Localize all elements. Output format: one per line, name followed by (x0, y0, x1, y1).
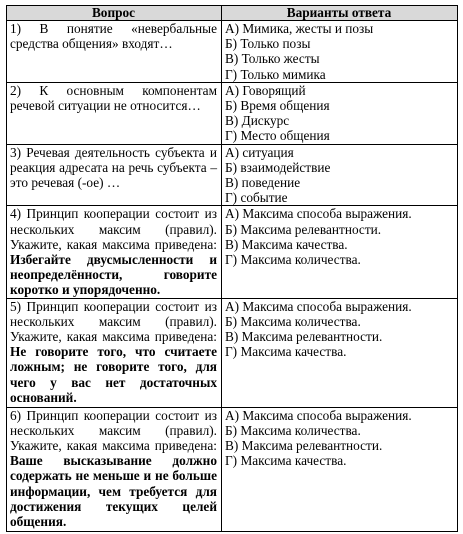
answer-option: А) Мимика, жесты и позы (225, 21, 374, 36)
answer-option: Б) Максима количества. (225, 313, 361, 329)
question-text: 3) Речевая деятельность субъекта и реакция адресата на речь субъекта – это речевая (-ое) … (10, 144, 217, 191)
question-cell (7, 21, 222, 83)
answers-cell (222, 144, 458, 206)
answer-option: Г) Максима количества. (225, 252, 361, 268)
quiz-table (6, 5, 458, 532)
answer-option: Г) Только мимика (225, 66, 326, 82)
question-text: 6) Принцип кооперации состоит из нескольких максим (правил). Укажите, какая максима приведена: (10, 407, 217, 454)
maxim-text: Не говорите того, что считаете ложным; не говорите того, для чего у вас нет достаточных оснований. (10, 344, 217, 405)
answers-cell (222, 206, 458, 298)
answer-option: Г) Максима качества. (225, 344, 347, 360)
question-row-3 (7, 144, 458, 206)
answer-option: В) Максима релевантности. (225, 438, 383, 454)
question-cell (7, 144, 222, 206)
question-row-2 (7, 82, 458, 144)
question-text: 4) Принцип кооперации состоит из нескольких максим (правил). Укажите, какая максима приведена: (10, 206, 217, 252)
question-cell (7, 206, 222, 298)
answers-cell (222, 298, 458, 407)
header-answers: Варианты ответа (222, 6, 458, 21)
question-row-5 (7, 298, 458, 407)
answer-option: В) Только жесты (225, 51, 320, 67)
answer-option: Б) Максима релевантности. (225, 221, 382, 237)
question-row-4 (7, 206, 458, 298)
question-text: 5) Принцип кооперации состоит из нескольких максим (правил). Укажите, какая максима приведена: (10, 298, 217, 345)
answers-cell (222, 407, 458, 531)
answer-option: А) Максима способа выражения. (225, 407, 412, 423)
answer-option: А) Максима способа выражения. (225, 298, 412, 314)
header-question: Вопрос (7, 6, 222, 21)
answer-option: А) Говорящий (225, 82, 306, 98)
header-row (7, 6, 458, 21)
answer-option: Б) Время общения (225, 98, 330, 114)
answer-option: Б) Максима количества. (225, 422, 361, 438)
question-row-1 (7, 21, 458, 83)
question-text: 2) К основным компонентам речевой ситуации не относится… (10, 82, 217, 114)
question-cell (7, 298, 222, 407)
question-text: 1) В понятие «невербальные средства общения» входят… (10, 21, 217, 52)
answer-option: Г) Максима качества. (225, 453, 347, 469)
answer-option: А) ситуация (225, 144, 294, 160)
answer-option: В) поведение (225, 175, 301, 191)
answer-option: В) Дискурс (225, 113, 290, 129)
question-cell (7, 407, 222, 531)
answer-option: А) Максима способа выражения. (225, 206, 412, 222)
maxim-text: Избегайте двусмысленности и неопределённости, говорите коротко и упорядоченно. (10, 252, 217, 298)
answer-option: Г) событие (225, 190, 288, 206)
answer-option: Б) Только позы (225, 36, 311, 52)
question-cell (7, 82, 222, 144)
maxim-text: Ваше высказывание должно содержать не меньше и не больше информации, чем требуется для достижения текущих целей общения. (10, 453, 217, 530)
answer-option: Б) взаимодействие (225, 159, 331, 175)
answers-cell (222, 82, 458, 144)
question-row-6 (7, 407, 458, 531)
answer-option: Г) Место общения (225, 128, 330, 144)
answer-option: В) Максима релевантности. (225, 329, 383, 345)
answer-option: В) Максима качества. (225, 236, 348, 252)
answers-cell (222, 21, 458, 83)
